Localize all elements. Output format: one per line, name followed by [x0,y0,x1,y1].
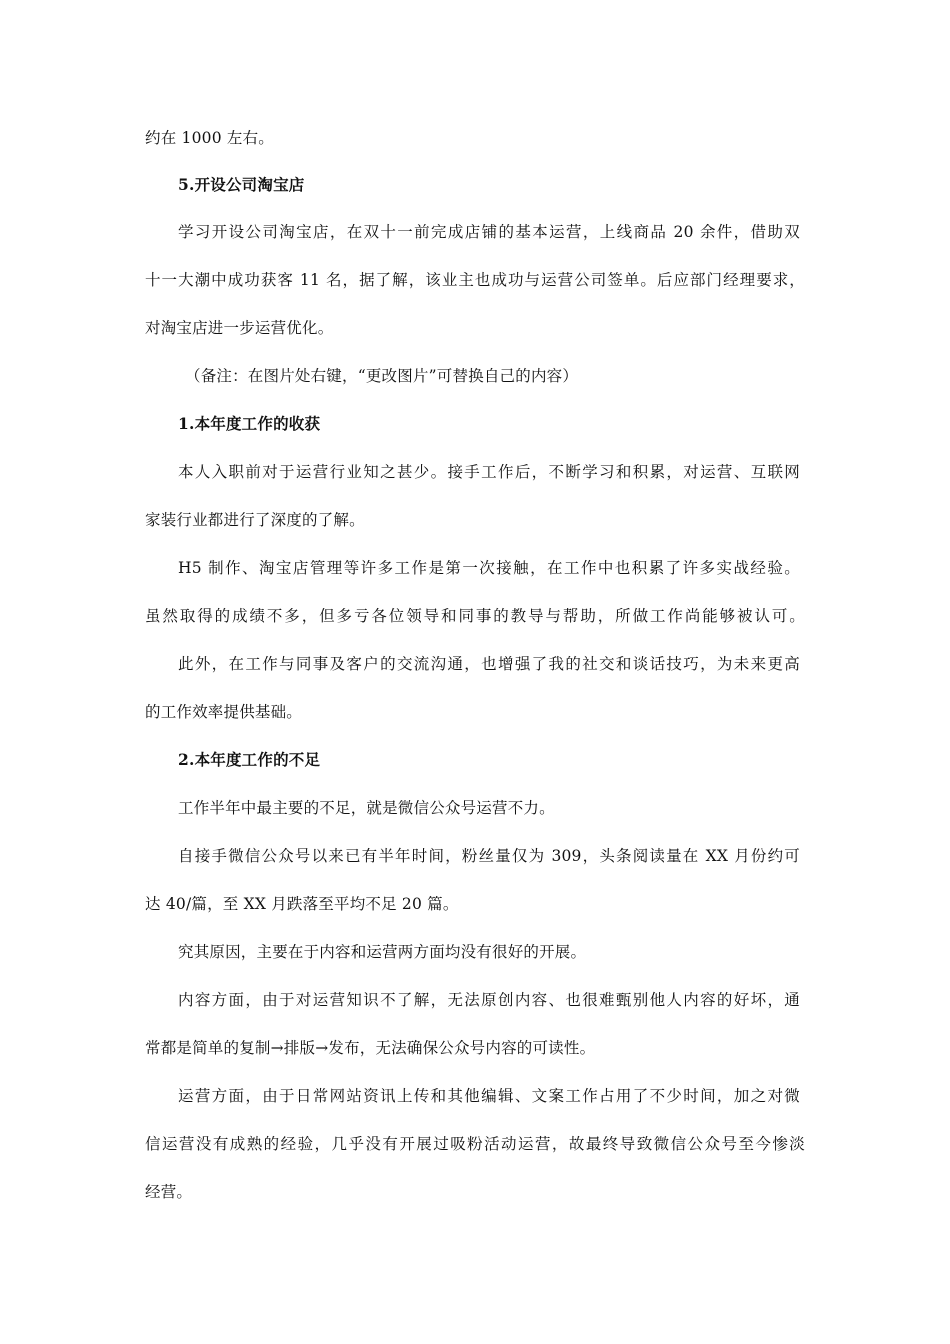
paragraph-line: 本人入职前对于运营行业知之甚少。接手工作后，不断学习和积累，对运营、互联网 [178,463,800,481]
paragraph-line: 究其原因，主要在于内容和运营两方面均没有很好的开展。 [178,943,587,961]
paragraph-line: 此外，在工作与同事及客户的交流沟通，也增强了我的社交和谈话技巧，为未来更高 [178,655,800,673]
paragraph-continuation: 约在 1000 左右。 [145,129,275,147]
paragraph-line: 达 40/篇，至 XX 月跌落至平均不足 20 篇。 [145,895,459,913]
paragraph-line: 运营方面，由于日常网站资讯上传和其他编辑、文案工作占用了不少时间，加之对微 [178,1087,800,1105]
paragraph-line: 的工作效率提供基础。 [145,703,303,721]
paragraph-line: 信运营没有成熟的经验，几乎没有开展过吸粉活动运营，故最终导致微信公众号至今惨淡 [145,1135,805,1153]
paragraph-line: 常都是简单的复制→排版→发布，无法确保公众号内容的可读性。 [145,1039,596,1057]
paragraph-line: 对淘宝店进一步运营优化。 [145,319,334,337]
section-heading-taobao: 5.开设公司淘宝店 [178,175,305,194]
section-heading-shortcomings: 2.本年度工作的不足 [178,750,321,769]
note-text: （备注：在图片处右键，“更改图片”可替换自己的内容） [185,367,579,385]
paragraph-line: 经营。 [145,1183,193,1201]
paragraph-line: H5 制作、淘宝店管理等许多工作是第一次接触，在工作中也积累了许多实战经验。 [178,559,800,577]
paragraph-line: 内容方面，由于对运营知识不了解，无法原创内容、也很难甄别他人内容的好坏，通 [178,991,800,1009]
paragraph-line: 家装行业都进行了深度的了解。 [145,511,365,529]
paragraph-line: 自接手微信公众号以来已有半年时间，粉丝量仅为 309，头条阅读量在 XX 月份约可 [178,847,800,865]
paragraph-line: 学习开设公司淘宝店，在双十一前完成店铺的基本运营，上线商品 20 余件，借助双 [178,223,800,241]
paragraph-line: 虽然取得的成绩不多，但多亏各位领导和同事的教导与帮助，所做工作尚能够被认可。 [145,607,805,625]
paragraph-line: 十一大潮中成功获客 11 名，据了解，该业主也成功与运营公司签单。后应部门经理要求， [145,271,805,289]
paragraph-line: 工作半年中最主要的不足，就是微信公众号运营不力。 [178,799,555,817]
section-heading-gains: 1.本年度工作的收获 [178,414,321,433]
